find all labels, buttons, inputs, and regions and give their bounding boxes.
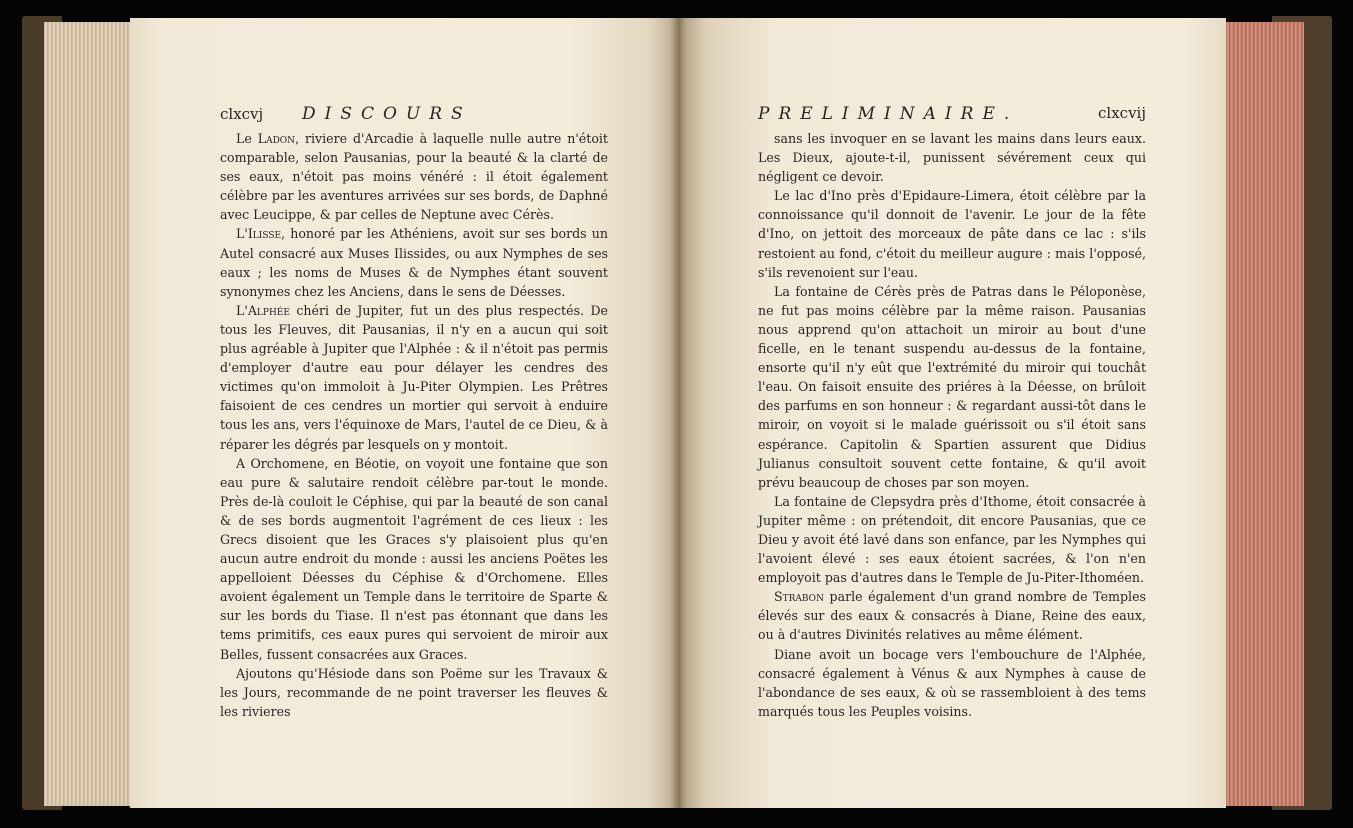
open-book [22,12,1332,818]
paragraph-text: Ajoutons qu'Hésiode dans son Poëme sur les Travaux & les Jours, recommande de ne point traverser les fleuves & les rivieres [220,665,608,719]
paragraph-lead: Le [236,131,258,146]
paragraph-text: La fontaine de Cérès près de Patras dans le Péloponèse, ne fut pas moins célèbre par la même raison. Pausanias nous apprend qu'on attachoit un miroir au bout d'une ficelle, en le tenant suspendu au-dessus de la fontaine, ensorte qu'il n'y eût que l'extrémité du miroir qui touchât l'eau. On faisoit ensuite des priéres à la Déesse, on brûloit des parfums en son honneur : & regardant aussi-tôt dans le miroir, on voyoit si le malade guérissoit ou s'il étoit sans espérance. Capitolin & Spartien assurent que Didius Julianus consultoit souvent cette fontaine, & qu'il avoit prévu beaucoup de choses par son moyen. [758,283,1146,490]
paragraph [220,454,608,664]
paragraph [220,129,608,224]
right-page [678,18,1226,808]
paragraph [220,301,608,454]
paragraph [758,129,1146,186]
paragraph-text: parle également d'un grand nombre de Temples élevés sur des eaux & consacrés à Diane, Reine des eaux, ou à d'autres Divinités relatives au même élément. [758,589,1146,643]
right-text-block [758,129,1146,721]
paragraph-text: Diane avoit un bocage vers l'embouchure de l'Alphée, consacré également à Vénus & aux Nymphes à cause de l'abondance de ses eaux, & où se rassembloient à des tems marqués tous les Peuples voisins. [758,646,1146,719]
paragraph-text: Le lac d'Ino près d'Epidaure-Limera, étoit célèbre par la connoissance qu'il donnoit de l'avenir. Le jour de la fête d'Ino, on jettoit des morceaux de pâte dans ce lac : s'ils restoient au fond, c'étoit du meilleur augure : mais l'opposé, s'ils revenoient sur l'eau. [758,188,1146,280]
paragraph [758,492,1146,587]
page-edges-left [44,22,144,806]
left-page-number: clxcvj [220,105,264,123]
paragraph-text: , honoré par les Athéniens, avoit sur ses bords un Autel consacré aux Muses Ilissides, ou aux Nymphes de ses eaux ; les noms de Muses & de Nymphes étant souvent synonymes chez les Anciens, dans le sens de Déesses. [220,226,608,299]
paragraph-lead: L' [236,302,248,318]
paragraph [758,645,1146,721]
left-page [130,18,678,808]
left-running-head [220,104,472,124]
paragraph-text: A Orchomene, en Béotie, on voyoit une fontaine que son eau pure & salutaire rendoit célèbre par-tout le monde. Près de-là couloit le Céphise, qui par la beauté de son canal & de ses bords augmentoit l'agrément de ces lieux : les Grecs disoient que les Graces s'y plaisoient plus qu'en aucun autre endroit du monde : aussi les anciens Poëtes les appelloient Déesses du Céphise & d'Orchomene. Elles avoient également un Temple dans le territoire de Sparte & sur les bords du Tiase. Il n'est pas étonnant que dans les tems primitifs, ces eaux pures qui servoient de miroir aux Belles, fussent consacrées aux Graces. [220,455,608,662]
paragraph [220,664,608,721]
paragraph-lead: L' [236,226,248,242]
book-gutter [670,18,686,808]
paragraph-text: sans les invoquer en se lavant les mains dans leurs eaux. Les Dieux, ajoute-t-il, punissent sévérement ceux qui négligent ce devoir. [758,131,1146,185]
paragraph-sc: Ladon [257,131,296,146]
paragraph-text: La fontaine de Clepsydra près d'Ithome, étoit consacrée à Jupiter même : on prétendoit, dit encore Pausanias, que ce Dieu y avoit été lavé dans son enfance, par les Nymphes qui l'avoient élevé : ses eaux étoient sacrées, & l'on n'en employoit pas d'autres dans le Temple de Ju-Piter-Ithoméen. [758,493,1146,586]
paragraph [758,587,1146,644]
paragraph-sc: Ilisse [247,226,282,242]
paragraph [758,282,1146,492]
paragraph [220,224,608,300]
left-running-title: DISCOURS [301,104,472,124]
paragraph-sc: Strabon [774,589,824,605]
right-running-title: PRELIMINAIRE. [758,104,1019,124]
left-text-block [220,129,608,721]
paragraph-text: , riviere d'Arcadie à laquelle nulle autre n'étoit comparable, selon Pausanias, pour la beauté & la clarté de ses eaux, n'étoit pas moins vénéré : il étoit également célèbre par les aventures arrivées sur ses bords, de Daphné avec Leucippe, & par celles de Neptune avec Cérès. [220,131,608,223]
paragraph [758,186,1146,281]
paragraph-text: chéri de Jupiter, fut un des plus respectés. De tous les Fleuves, dit Pausanias, il n'y en a aucun qui soit plus agréable à Jupiter que l'Alphée : & il n'étoit pas permis d'employer d'autre eau pour délayer les cendres des victimes qu'on immoloit à Ju-Piter Olympien. Les Prêtres faisoient de ces cendres un mortier qui servoit à enduire tous les ans, vers l'équinoxe de Mars, l'autel de ce Dieu, & à réparer les dégrés par lesquels on y montoit. [220,302,608,452]
right-page-number: clxcvij [1098,104,1146,122]
right-running-head [758,104,1146,124]
paragraph-sc: Alphée [247,302,290,318]
